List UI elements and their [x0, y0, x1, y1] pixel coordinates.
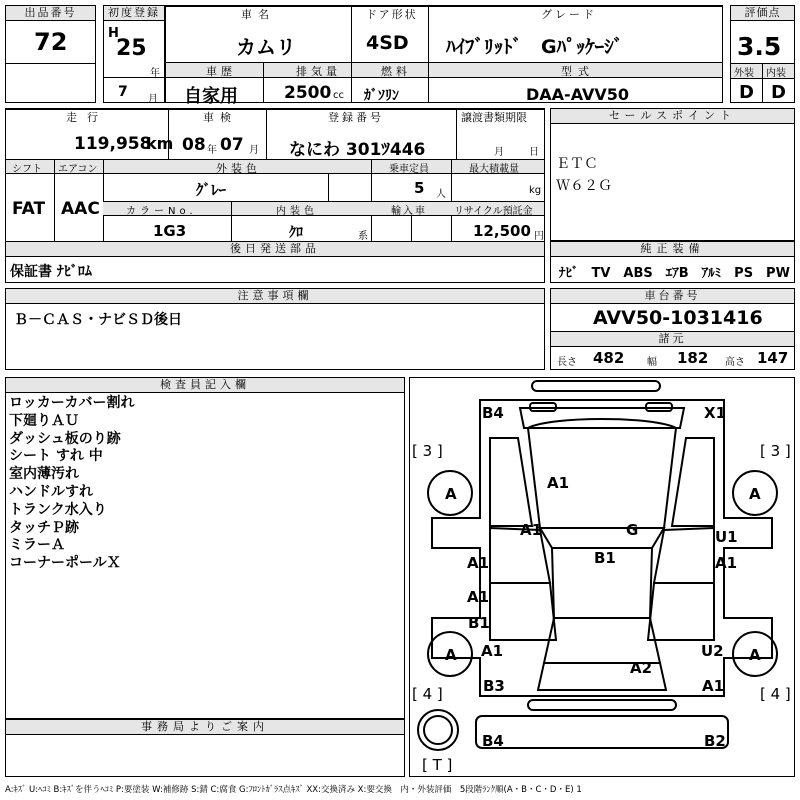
recycle-unit: 円 — [534, 231, 544, 242]
later-parts: 保証書 ﾅﾋﾞﾛﾑ — [10, 264, 92, 280]
displacement-unit: cc — [333, 90, 344, 101]
history-label: 車歴 — [206, 65, 236, 78]
air-conditioner: AAC — [61, 199, 100, 219]
int-grade: D — [771, 82, 786, 103]
mileage-label: 走行 — [66, 111, 108, 124]
mark-cabin: B1 — [594, 549, 616, 567]
import-label: 輸入車 — [391, 206, 427, 217]
lot-number: 72 — [34, 28, 68, 56]
door-label: ドア形状 — [366, 8, 418, 21]
grade-label: グレード — [541, 8, 597, 21]
shift: FAT — [12, 199, 46, 219]
car-diagram — [410, 378, 794, 776]
inspector-label: 検査員記入欄 — [6, 378, 404, 393]
inspector-line: ダッシュ板のり跡 — [9, 430, 121, 447]
load-unit: kg — [529, 185, 542, 196]
reg-year-unit: 年 — [150, 68, 160, 79]
lot-label: 出品番号 — [6, 6, 95, 21]
chassis-label: 車台番号 — [551, 289, 794, 304]
insp-year: 08 — [182, 135, 206, 155]
chassis-number: AVV50-1031416 — [593, 307, 763, 329]
exterior-color: ｸﾞﾚｰ — [196, 181, 227, 199]
inspector-box — [5, 377, 405, 719]
interior-color-unit: 系 — [358, 231, 368, 242]
first-reg-box — [103, 5, 165, 103]
reg-month-unit: 月 — [148, 94, 158, 105]
sales-point-label: セールスポイント — [551, 109, 794, 124]
length: 482 — [593, 349, 625, 367]
mark-trunk: A2 — [630, 659, 653, 677]
length-label: 長さ — [557, 357, 577, 368]
mark-front-bumper-left: B4 — [482, 404, 504, 422]
legend: A:ｷｽﾞ U:ﾍｺﾐ B:ｷｽﾞを伴うﾍｺﾐ P:要塗装 W:補修跡 S:錆 C:腐食 G:ﾌﾛﾝﾄｶﾞﾗｽ点ｷｽﾞ XX:交換済み X:要交換 内・外装評価 5段階ﾗﾝｸ順(A・B・C・D・E) 1 — [5, 785, 582, 795]
capacity-label: 乗車定員 — [389, 164, 429, 175]
spec-label: 諸元 — [551, 332, 794, 347]
capacity: 5 — [414, 179, 425, 197]
mark-right-rear-fender: U2 — [701, 642, 724, 660]
transfer-day-unit: 日 — [529, 147, 539, 158]
int-label: 内装 — [766, 68, 786, 79]
color-no-label: カラーNo. — [126, 206, 197, 217]
inspector-line: シート すれ 中 — [9, 448, 103, 465]
mark-left-rear-door: A1 — [467, 588, 490, 606]
width-label: 幅 — [647, 357, 657, 368]
inspector-line: ミラーＡ — [9, 537, 65, 554]
score-label: 評価点 — [731, 6, 794, 21]
color-label: 外装色 — [216, 162, 261, 175]
mark-right-front-door-2: A1 — [715, 554, 738, 572]
transfer-month-unit: 月 — [494, 147, 504, 158]
mark-wheel-rear-right: A — [749, 646, 761, 664]
mark-rear-right: A1 — [702, 677, 725, 695]
interior-color: ｸﾛ — [289, 225, 303, 241]
sales-point-box — [550, 108, 795, 241]
displacement: 2500 — [284, 83, 332, 103]
inspector-line: 下廻りＡＵ — [9, 412, 79, 429]
inspector-line: トランク水入り — [9, 501, 107, 518]
grade: ﾊｲﾌﾞﾘｯﾄﾞ Gﾊﾟｯｹｰｼﾞ — [446, 36, 624, 58]
transfer-label: 譲渡書類期限 — [461, 111, 527, 124]
chassis-box — [550, 288, 795, 370]
model: DAA-AVV50 — [526, 85, 630, 104]
mark-right-front-door: U1 — [715, 528, 738, 546]
office-box — [5, 719, 405, 777]
notes-text: Ｂ－ＣＡＳ・ナビＳＤ後日 — [14, 312, 182, 328]
model-label: 型式 — [561, 65, 595, 78]
first-reg-label: 初度登録 — [104, 6, 164, 21]
inspector-line: タッチＰ跡 — [9, 519, 79, 536]
mark-rear-left: B3 — [483, 677, 505, 695]
insp-month: 07 — [220, 135, 244, 155]
mark-tire-rear-right: [ 4 ] — [760, 685, 791, 703]
ext-label: 外装 — [734, 68, 754, 79]
mark-left-front-door: A1 — [467, 554, 490, 572]
history: 自家用 — [184, 86, 238, 107]
load-label: 最大積載量 — [469, 164, 519, 175]
displacement-label: 排気量 — [296, 65, 341, 78]
car-name: カムリ — [236, 35, 296, 59]
inspector-line: 室内薄汚れ — [9, 466, 79, 483]
shift-label: シフト — [12, 164, 42, 175]
notes-box — [5, 288, 545, 370]
mileage-unit: km — [146, 134, 174, 153]
mark-front-bumper-right: X1 — [704, 404, 727, 422]
mark-wheel-rear-left: A — [445, 646, 457, 664]
door-type: 4SD — [366, 32, 409, 54]
damage-diagram-box — [409, 377, 795, 777]
score: 3.5 — [737, 32, 782, 61]
fuel: ｶﾞｿﾘﾝ — [364, 88, 399, 104]
color-number: 1G3 — [153, 222, 187, 240]
mark-spare-tire: [ T ] — [422, 756, 453, 774]
plate-label: 登録番号 — [328, 111, 384, 124]
damage-marks — [412, 404, 791, 774]
details-box — [5, 108, 545, 283]
mark-tire-front-right: [ 3 ] — [760, 442, 791, 460]
mark-left-pillar: A1 — [520, 521, 543, 539]
mark-left-rocker: B1 — [468, 614, 490, 632]
sales-line-2: Ｗ６２Ｇ — [556, 178, 612, 194]
lot-box — [5, 5, 96, 103]
mark-tire-rear-left: [ 4 ] — [412, 685, 443, 703]
height: 147 — [757, 349, 789, 367]
insp-month-unit: 月 — [249, 145, 259, 156]
inspector-lines — [9, 395, 134, 573]
ext-grade: D — [739, 82, 754, 103]
inspector-line: ロッカーカバー割れ — [9, 395, 135, 411]
later-parts-label: 後日発送部品 — [6, 242, 544, 257]
width: 182 — [677, 349, 709, 367]
recycle-fee: 12,500 — [473, 222, 531, 240]
mark-roof: A1 — [547, 474, 570, 492]
equipment-box — [550, 241, 795, 283]
office-label: 事務局よりご案内 — [6, 720, 404, 735]
mark-left-rear-fender: A1 — [481, 642, 504, 660]
fuel-label: 燃料 — [381, 65, 411, 78]
height-label: 高さ — [725, 357, 745, 368]
recycle-label: リサイクル預託金 — [454, 206, 533, 217]
mark-windshield: G — [626, 521, 639, 539]
interior-color-label: 内装色 — [276, 206, 318, 217]
reg-year: 25 — [116, 36, 147, 61]
inspector-line: ハンドルすれ — [9, 483, 93, 500]
equipment-label: 純正装備 — [551, 242, 794, 257]
car-name-label: 車名 — [241, 8, 275, 21]
era: H — [108, 26, 119, 41]
mark-wheel-front-right: A — [749, 485, 761, 503]
notes-label: 注意事項欄 — [6, 289, 544, 304]
inspector-line: コーナーポールＸ — [9, 555, 121, 572]
equipment-items: ﾅﾋﾞ TV ABS ｴｱB ｱﾙﾐ PS PW — [559, 266, 790, 281]
main-header-box — [165, 5, 723, 107]
mark-tire-front-left: [ 3 ] — [412, 442, 443, 460]
insp-year-unit: 年 — [207, 145, 217, 156]
mark-rear-bumper-right: B2 — [704, 732, 726, 750]
mileage: 119,958 — [74, 134, 152, 154]
inspection-label: 車検 — [203, 111, 237, 124]
capacity-unit: 人 — [436, 189, 446, 200]
ac-label: エアコン — [58, 164, 98, 175]
mark-rear-bumper-left: B4 — [482, 732, 504, 750]
reg-month: 7 — [118, 84, 128, 100]
mark-wheel-front-left: A — [445, 485, 457, 503]
plate-number: なにわ 301ﾂ446 — [289, 140, 426, 160]
score-box — [730, 5, 795, 103]
sales-line-1: ＥＴＣ — [556, 156, 598, 172]
